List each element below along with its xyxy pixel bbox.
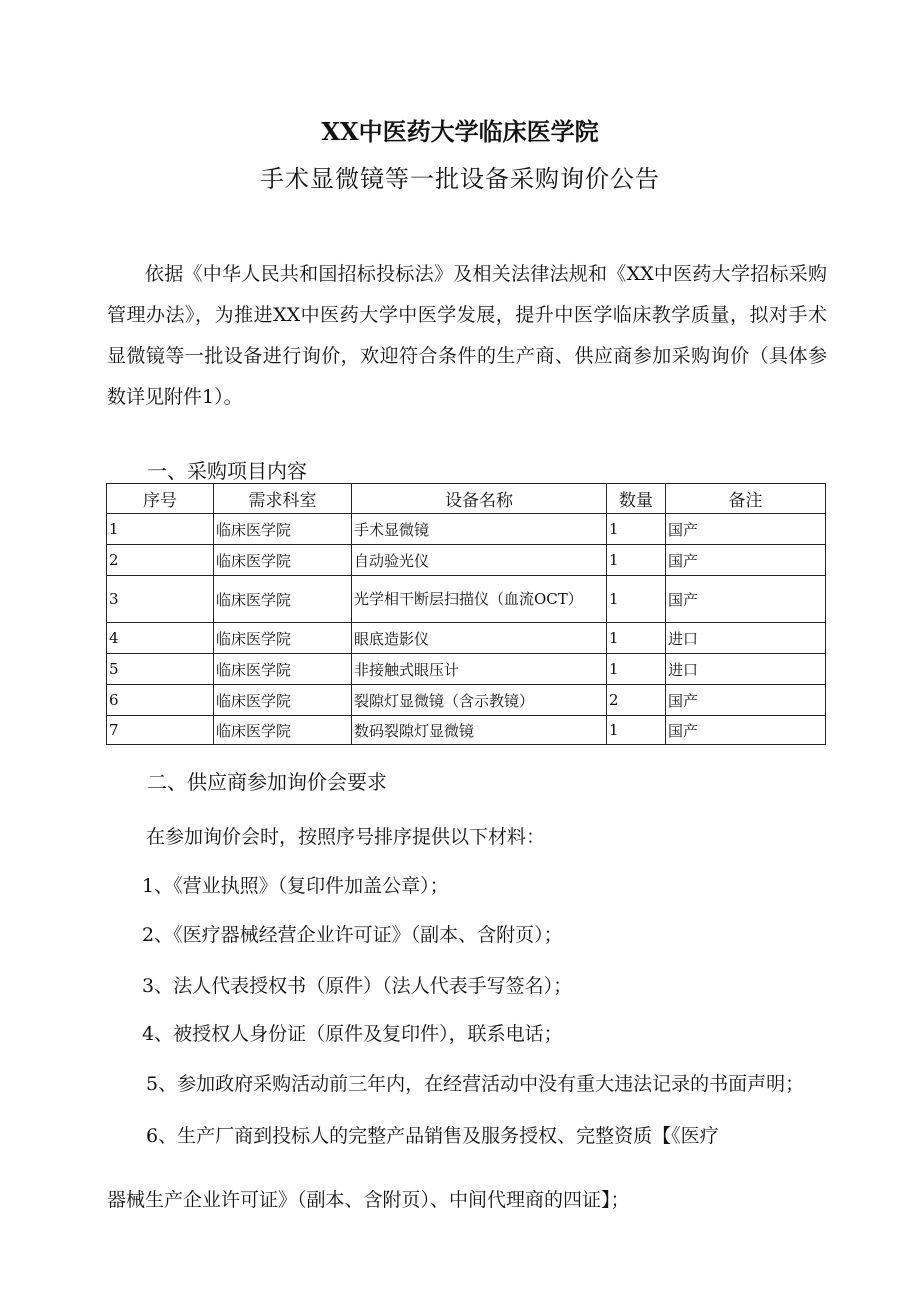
table-row xyxy=(107,654,826,685)
cell-dept: 临床医学院 xyxy=(214,623,352,654)
cell-dept: 临床医学院 xyxy=(214,654,352,685)
requirement-item: 2、《医疗器械经营企业许可证》（副本、含附页）； xyxy=(142,924,563,946)
cell-no: 1 xyxy=(107,514,214,545)
cell-qty: 1 xyxy=(607,716,666,745)
table-header-row xyxy=(107,484,826,514)
col-header-no: 序号 xyxy=(107,484,214,514)
cell-note: 国产 xyxy=(666,545,826,576)
cell-note: 进口 xyxy=(666,623,826,654)
section1-heading: 一、采购项目内容 xyxy=(147,459,307,483)
cell-qty: 1 xyxy=(607,545,666,576)
requirement-item: 4、被授权人身份证（原件及复印件），联系电话； xyxy=(142,1023,563,1045)
col-header-device: 设备名称 xyxy=(352,484,607,514)
cell-dept: 临床医学院 xyxy=(214,576,352,623)
cell-qty: 2 xyxy=(607,685,666,716)
document-title-line2: 手术显微镜等一批设备采购询价公告 xyxy=(260,165,660,193)
cell-device: 自动验光仪 xyxy=(352,545,607,576)
cell-note: 国产 xyxy=(666,685,826,716)
table-row xyxy=(107,576,826,623)
table-row xyxy=(107,623,826,654)
intro-paragraph: 依据《中华人民共和国招标投标法》及相关法律法规和《XX中医药大学招标采购管理办法》，为推进XX中医药大学中医学发展，提升中医学临床教学质量，拟对手术显微镜等一批设备进行询价，欢迎符合条件的生产商、供应商参加采购询价（具体参数详见附件1）。 xyxy=(107,263,827,408)
col-header-qty: 数量 xyxy=(607,484,666,514)
requirement-item: 1、《营业执照》（复印件加盖公章）； xyxy=(142,875,449,897)
cell-no: 2 xyxy=(107,545,214,576)
cell-qty: 1 xyxy=(607,576,666,623)
cell-no: 5 xyxy=(107,654,214,685)
cell-dept: 临床医学院 xyxy=(214,685,352,716)
table-row xyxy=(107,716,826,745)
cell-note: 国产 xyxy=(666,514,826,545)
table-row xyxy=(107,514,826,545)
cell-no: 4 xyxy=(107,623,214,654)
cell-qty: 1 xyxy=(607,514,666,545)
cell-dept: 临床医学院 xyxy=(214,716,352,745)
cell-note: 进口 xyxy=(666,654,826,685)
cell-qty: 1 xyxy=(607,623,666,654)
cell-qty: 1 xyxy=(607,654,666,685)
cell-no: 7 xyxy=(107,716,214,745)
table-row xyxy=(107,685,826,716)
document-title-line1: XX中医药大学临床医学院 xyxy=(321,117,599,146)
cell-dept: 临床医学院 xyxy=(214,514,352,545)
requirement-item: 3、法人代表授权书（原件）（法人代表手写签名）； xyxy=(142,975,573,997)
section2-heading: 二、供应商参加询价会要求 xyxy=(147,770,387,794)
col-header-dept: 需求科室 xyxy=(214,484,352,514)
requirement-item-continued: 器械生产企业许可证》（副本、含附页）、中间代理商的四证】； xyxy=(107,1189,630,1211)
cell-device: 数码裂隙灯显微镜 xyxy=(352,716,607,745)
cell-no: 3 xyxy=(107,576,214,623)
section2-intro: 在参加询价会时，按照序号排序提供以下材料： xyxy=(146,826,546,848)
table-row xyxy=(107,545,826,576)
col-header-note: 备注 xyxy=(666,484,826,514)
cell-note: 国产 xyxy=(666,716,826,745)
requirement-item: 6、生产厂商到投标人的完整产品销售及服务授权、完整资质【《医疗 xyxy=(146,1125,719,1147)
cell-note: 国产 xyxy=(666,576,826,623)
cell-dept: 临床医学院 xyxy=(214,545,352,576)
cell-device: 光学相干断层扫描仪（血流OCT） xyxy=(352,576,607,623)
procurement-table xyxy=(106,483,826,745)
cell-no: 6 xyxy=(107,685,214,716)
cell-device: 手术显微镜 xyxy=(352,514,607,545)
cell-device: 非接触式眼压计 xyxy=(352,654,607,685)
requirement-item: 5、参加政府采购活动前三年内，在经营活动中没有重大违法记录的书面声明； xyxy=(146,1073,805,1095)
cell-device: 眼底造影仪 xyxy=(352,623,607,654)
cell-device: 裂隙灯显微镜（含示教镜） xyxy=(352,685,607,716)
